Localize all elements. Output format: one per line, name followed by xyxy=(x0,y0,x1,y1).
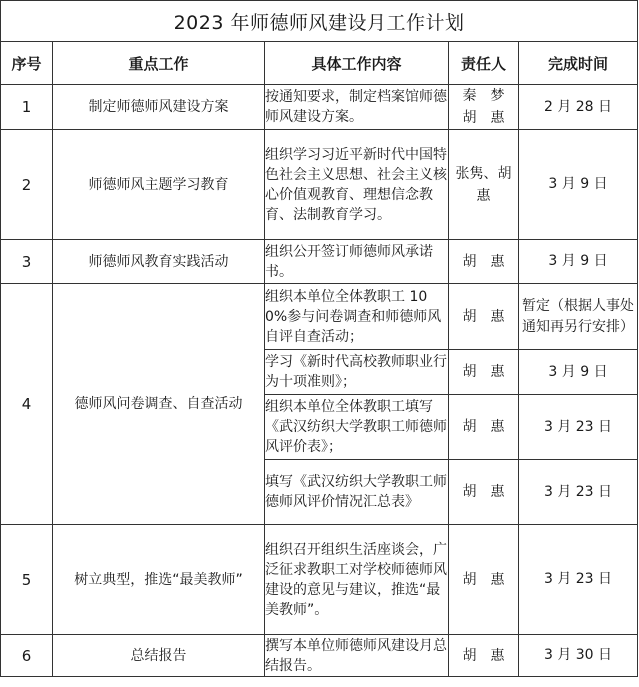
row-completion-time: 3 月 9 日 xyxy=(519,350,638,395)
header-focus: 重点工作 xyxy=(53,42,265,85)
row-focus-task: 树立典型，推选“最美教师” xyxy=(53,525,265,635)
row-index: 3 xyxy=(1,240,53,284)
table-body xyxy=(1,85,638,677)
row-responsible xyxy=(449,460,519,525)
responsible-name: 秦 梦 xyxy=(462,88,505,104)
row-index: 5 xyxy=(1,525,53,635)
row-focus-task: 师德师风主题学习教育 xyxy=(53,130,265,240)
row-completion-time: 暂定（根据人事处通知再另行安排） xyxy=(519,284,638,350)
row-work-content: 组织召开组织生活座谈会，广泛征求教职工对学校师德师风建设的意见与建议，推选“最美教师”。 xyxy=(265,525,449,635)
responsible-name: 胡 惠 xyxy=(462,110,505,126)
row-completion-time: 2 月 28 日 xyxy=(519,85,638,130)
responsible-name: 胡 惠 xyxy=(462,308,505,325)
row-focus-task: 总结报告 xyxy=(53,635,265,677)
responsible-name: 惠 xyxy=(476,187,491,204)
row-focus-task: 德师风问卷调查、自查活动 xyxy=(53,284,265,525)
row-work-content: 组织本单位全体教职工填写《武汉纺织大学教职工师德师风评价表》； xyxy=(265,395,449,460)
responsible-name: 张隽、胡 xyxy=(455,165,512,182)
row-responsible xyxy=(449,85,519,130)
responsible-name: 胡 惠 xyxy=(462,571,505,588)
row-work-content: 按通知要求，制定档案馆师德师风建设方案。 xyxy=(265,85,449,130)
table-row xyxy=(1,284,638,350)
responsible-name: 胡 惠 xyxy=(462,364,505,380)
row-completion-time: 3 月 23 日 xyxy=(519,395,638,460)
row-focus-task: 制定师德师风建设方案 xyxy=(53,85,265,130)
table-row xyxy=(1,85,638,130)
row-work-content: 学习《新时代高校教师职业行为十项准则》； xyxy=(265,350,449,395)
row-work-content: 撰写本单位师德师风建设月总结报告。 xyxy=(265,635,449,677)
row-responsible xyxy=(449,130,519,240)
row-responsible xyxy=(449,240,519,284)
row-responsible xyxy=(449,284,519,350)
table-row xyxy=(1,130,638,240)
row-responsible xyxy=(449,635,519,677)
row-completion-time: 3 月 9 日 xyxy=(519,130,638,240)
row-responsible xyxy=(449,525,519,635)
row-work-content: 组织学习习近平新时代中国特色社会主义思想、社会主义核心价值观教育、理想信念教育、法制教育学习。 xyxy=(265,130,449,240)
row-completion-time: 3 月 23 日 xyxy=(519,460,638,525)
responsible-name: 胡 惠 xyxy=(462,484,505,500)
table-row xyxy=(1,525,638,635)
responsible-name: 胡 惠 xyxy=(462,253,505,270)
header-time: 完成时间 xyxy=(519,42,638,85)
document-title: 2023 年师德师风建设月工作计划 xyxy=(1,1,638,42)
row-index: 1 xyxy=(1,85,53,130)
row-focus-task: 师德师风教育实践活动 xyxy=(53,240,265,284)
row-work-content: 组织本单位全体教职工 100%参与问卷调查和师德师风自评自查活动； xyxy=(265,284,449,350)
row-work-content: 填写《武汉纺织大学教职工师德师风评价情况汇总表》 xyxy=(265,460,449,525)
header-index: 序号 xyxy=(1,42,53,85)
header-content: 具体工作内容 xyxy=(265,42,449,85)
responsible-name: 胡 惠 xyxy=(462,419,505,435)
row-completion-time: 3 月 30 日 xyxy=(519,635,638,677)
row-responsible xyxy=(449,350,519,395)
table-row xyxy=(1,635,638,677)
row-index: 4 xyxy=(1,284,53,525)
header-responsible: 责任人 xyxy=(449,42,519,85)
row-work-content: 组织公开签订师德师风承诺书。 xyxy=(265,240,449,284)
row-completion-time: 3 月 23 日 xyxy=(519,525,638,635)
row-index: 6 xyxy=(1,635,53,677)
row-index: 2 xyxy=(1,130,53,240)
responsible-name: 胡 惠 xyxy=(462,647,505,664)
row-responsible xyxy=(449,395,519,460)
row-completion-time: 3 月 9 日 xyxy=(519,240,638,284)
table-row xyxy=(1,240,638,284)
